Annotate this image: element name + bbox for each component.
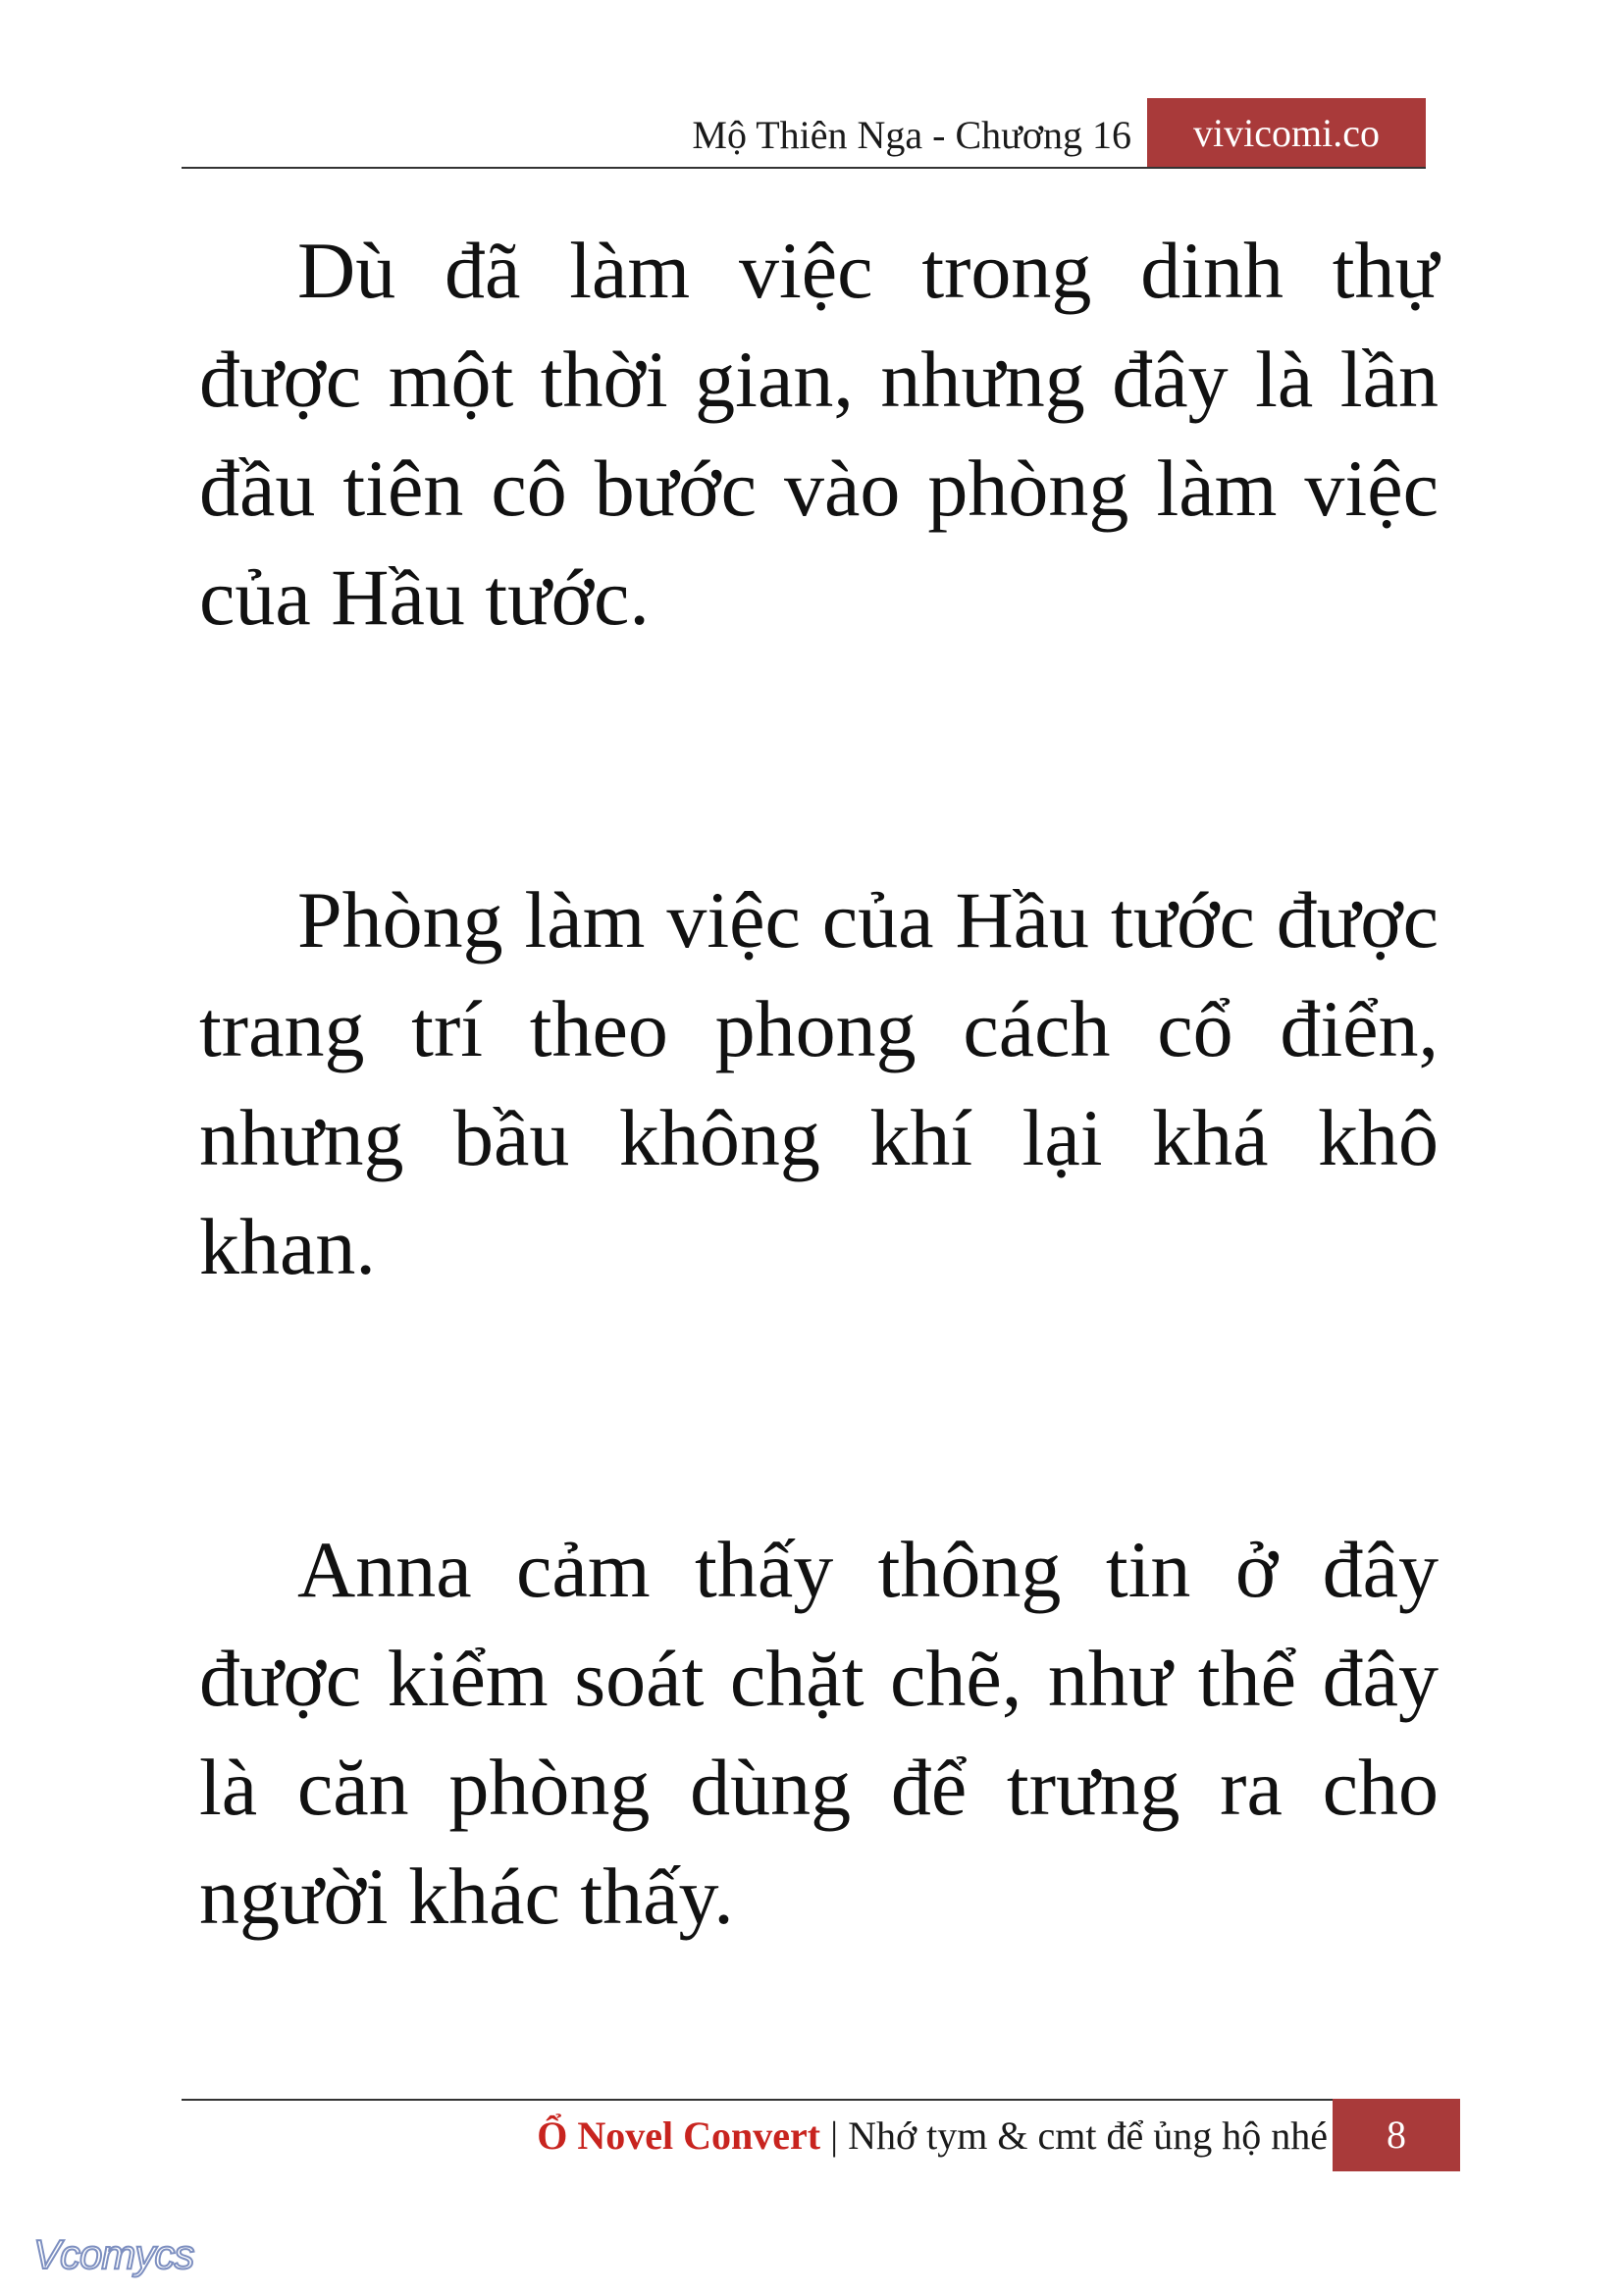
- paragraph-1: Dù đã làm việc trong dinh thự được một thời gian, nhưng đây là lần đầu tiên cô bước vào phòng làm việc của Hầu tước.: [199, 226, 1439, 642]
- page-number: 8: [1333, 2099, 1460, 2171]
- footer-note: [537, 2112, 1328, 2160]
- chapter-title: Mộ Thiên Nga - Chương 16: [692, 113, 1131, 157]
- page-footer: [182, 2099, 1460, 2171]
- paragraph-3: Anna cảm thấy thông tin ở đây được kiểm soát chặt chẽ, như thể đây là căn phòng dùng để trưng ra cho người khác thấy.: [199, 1525, 1439, 1941]
- chapter-body: [199, 216, 1439, 2165]
- site-badge: vivicomi.co: [1147, 98, 1426, 169]
- header-divider: [182, 167, 1426, 169]
- footer-separator: |: [830, 2113, 839, 2158]
- brand-name: Ổ Novel Convert: [537, 2113, 821, 2158]
- watermark-logo: [27, 2229, 253, 2278]
- paragraph-2: Phòng làm việc của Hầu tước được trang trí theo phong cách cổ điển, nhưng bầu không khí lại khá khô khan.: [199, 875, 1439, 1291]
- footer-divider: [182, 2099, 1460, 2101]
- page-header: [182, 98, 1426, 169]
- footer-message: Nhớ tym & cmt để ủng hộ nhé: [848, 2113, 1328, 2158]
- watermark-text: Vcomycs: [33, 2231, 194, 2277]
